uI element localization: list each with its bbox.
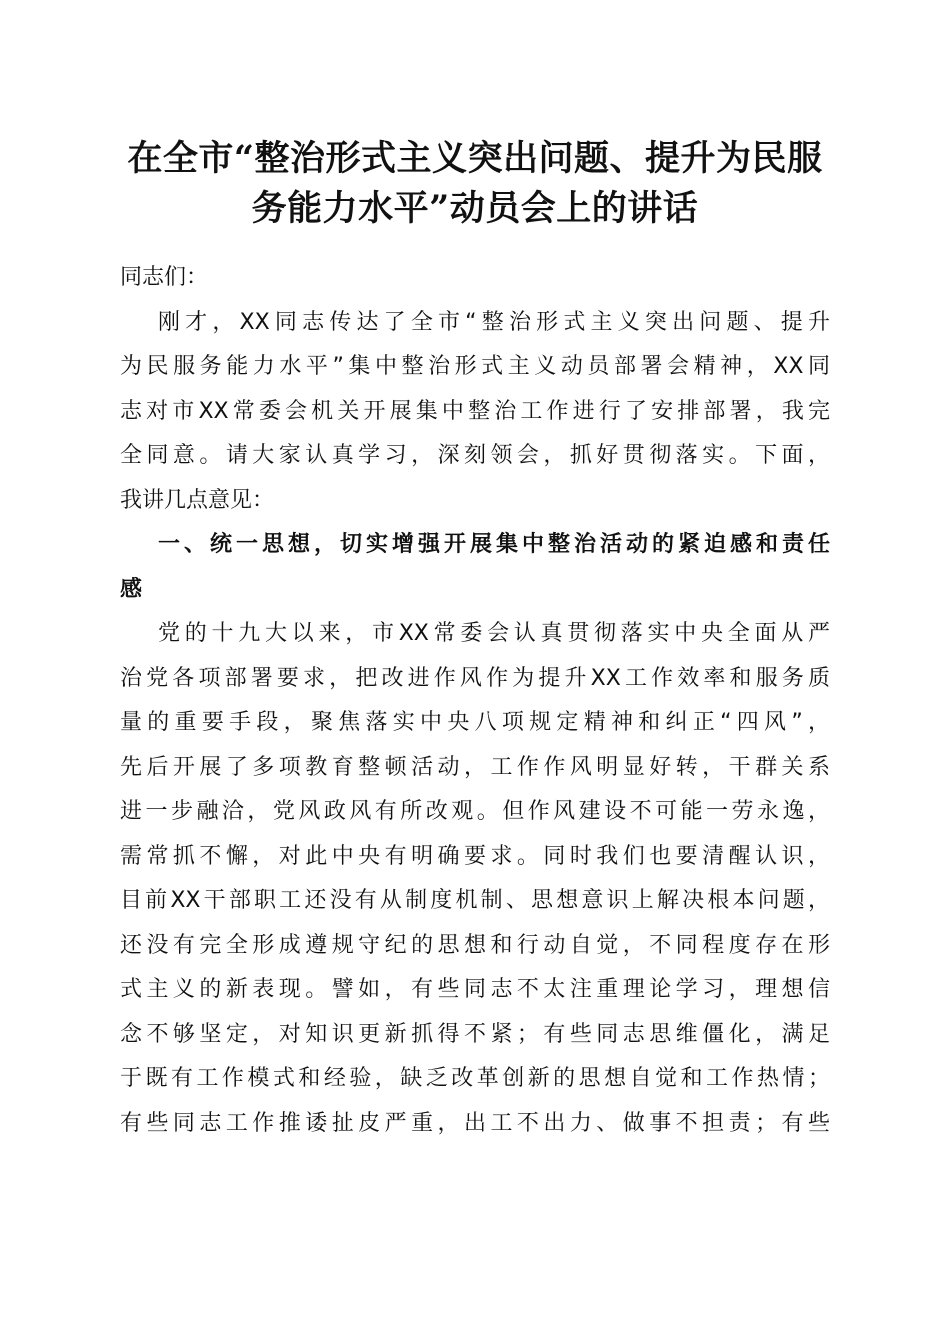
paragraph-line: 志对市XX常委会机关开展集中整治工作进行了安排部署，我完 (120, 398, 830, 424)
paragraph-line: 为民服务能力水平”集中整治形式主义动员部署会精神，XX同 (120, 354, 830, 379)
paragraph-line: 全同意。请大家认真学习，深刻领会，抓好贯彻落实。下面， (120, 443, 830, 468)
paragraph-line: 目前XX干部职工还没有从制度机制、思想意识上解决根本问题， (120, 888, 830, 913)
document-title (100, 134, 850, 234)
heading-line: 一、统一思想，切实增强开展集中整治活动的紧迫感和责任 (158, 532, 830, 557)
salutation: 同志们： (120, 265, 209, 290)
heading-line: 感 (120, 576, 143, 602)
paragraph-line: 刚才，XX同志传达了全市“整治形式主义突出问题、提升 (158, 309, 830, 335)
title-line-1: 在全市“整治形式主义突出问题、提升为民服 (127, 138, 823, 179)
paragraph-line: 式主义的新表现。譬如，有些同志不太注重理论学习，理想信 (120, 977, 830, 1002)
paragraph-line: 量的重要手段，聚焦落实中央八项规定精神和纠正“四风”， (120, 710, 830, 735)
paragraph-line: 治党各项部署要求，把改进作风作为提升XX工作效率和服务质 (120, 665, 830, 691)
section-heading-1 (120, 523, 830, 612)
paragraph-line: 念不够坚定，对知识更新抓得不紧；有些同志思维僵化，满足 (120, 1021, 830, 1047)
paragraph-line: 还没有完全形成遵规守纪的思想和行动自觉，不同程度存在形 (120, 932, 830, 958)
paragraph-line: 需常抓不懈，对此中央有明确要求。同时我们也要清醒认识， (120, 843, 830, 869)
paragraph-line: 党的十九大以来，市XX常委会认真贯彻落实中央全面从严 (158, 621, 830, 646)
paragraph-1 (120, 301, 830, 524)
paragraph-2 (120, 612, 830, 1146)
title-line-2: 务能力水平”动员会上的讲话 (251, 188, 699, 229)
paragraph-line: 我讲几点意见： (120, 487, 275, 513)
paragraph-line: 于既有工作模式和经验，缺乏改革创新的思想自觉和工作热情； (120, 1066, 830, 1091)
paragraph-line: 进一步融洽，党风政风有所改观。但作风建设不可能一劳永逸， (120, 799, 830, 824)
paragraph-line: 有些同志工作推诿扯皮严重，出工不出力、做事不担责；有些 (120, 1110, 830, 1136)
paragraph-line: 先后开展了多项教育整顿活动，工作作风明显好转，干群关系 (120, 754, 830, 780)
document-body (120, 256, 830, 1146)
